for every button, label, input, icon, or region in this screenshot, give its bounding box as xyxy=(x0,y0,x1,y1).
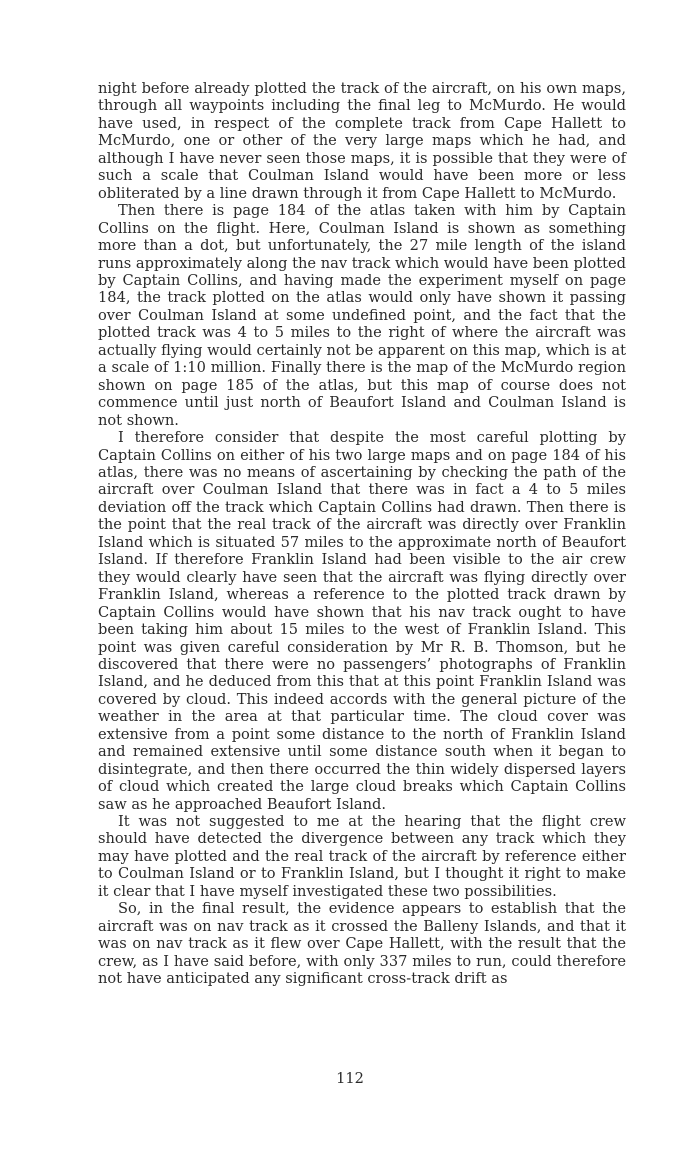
page-body xyxy=(98,80,626,988)
paragraph-final-result: So, in the final result, the evidence appears to establish that the aircraft was on nav track as it crossed the Balleny Islands, and that it was on nav track as it flew over Cape Hallett, with the result that the crew, as I have said before, with only 337 miles to run, could therefore not have anticipated any significant cross-track drift as xyxy=(98,900,626,988)
page-number: 112 xyxy=(336,1070,364,1087)
paragraph-franklin-island: I therefore consider that despite the most careful plotting by Captain Collins on either of his two large maps and on page 184 of his atlas, there was no means of ascertaining by checking the path of the aircraft over Coulman Island that there was in fact a 4 to 5 miles deviation off the track which Captain Collins had drawn. Then there is the point that the real track of the aircraft was directly over Franklin Island which is situated 57 miles to the approximate north of Beaufort Island. If therefore Franklin Island had been visible to the air crew they would clearly have seen that the aircraft was flying directly over Franklin Island, whereas a reference to the plotted track drawn by Captain Collins would have shown that his nav track ought to have been taking him about 15 miles to the west of Franklin Island. This point was given careful consideration by Mr R. B. Thomson, but he discovered that there were no passengers’ photographs of Franklin Island, and he deduced from this that at this point Franklin Island was covered by cloud. This indeed accords with the general picture of the weather in the area at that particular time. The cloud cover was extensive from a point some distance to the north of Franklin Island and remained extensive until some distance south when it began to disintegrate, and then there occurred the thin widely dispersed layers of cloud which created the large cloud breaks which Captain Collins saw as he approached Beaufort Island. xyxy=(98,429,626,813)
paragraph-atlas-page-184: Then there is page 184 of the atlas taken with him by Captain Collins on the flight. Here, Coulman Island is shown as something more than a dot, but unfortunately, the 27 mile length of the island runs approximately along the nav track which would have been plotted by Captain Collins, and having made the experiment myself on page 184, the track plotted on the atlas would only have shown it passing over Coulman Island at some undefined point, and the fact that the plotted track was 4 to 5 miles to the right of where the aircraft was actually flying would certainly not be apparent on this map, which is at a scale of 1:10 million. Finally there is the map of the McMurdo region shown on page 185 of the atlas, but this map of course does not commence until just north of Beaufort Island and Coulman Island is not shown. xyxy=(98,202,626,429)
paragraph-hearing: It was not suggested to me at the hearing that the flight crew should have detected the divergence between any track which they may have plotted and the real track of the aircraft by reference either to Coulman Island or to Franklin Island, but I thought it right to make it clear that I have myself investigated these two possibilities. xyxy=(98,813,626,900)
paragraph-continued: night before already plotted the track of the aircraft, on his own maps, through all waypoints including the final leg to McMurdo. He would have used, in respect of the complete track from Cape Hallett to McMurdo, one or other of the very large maps which he had, and although I have never seen those maps, it is possible that they were of such a scale that Coulman Island would have been more or less obliterated by a line drawn through it from Cape Hallett to McMurdo. xyxy=(98,80,626,202)
